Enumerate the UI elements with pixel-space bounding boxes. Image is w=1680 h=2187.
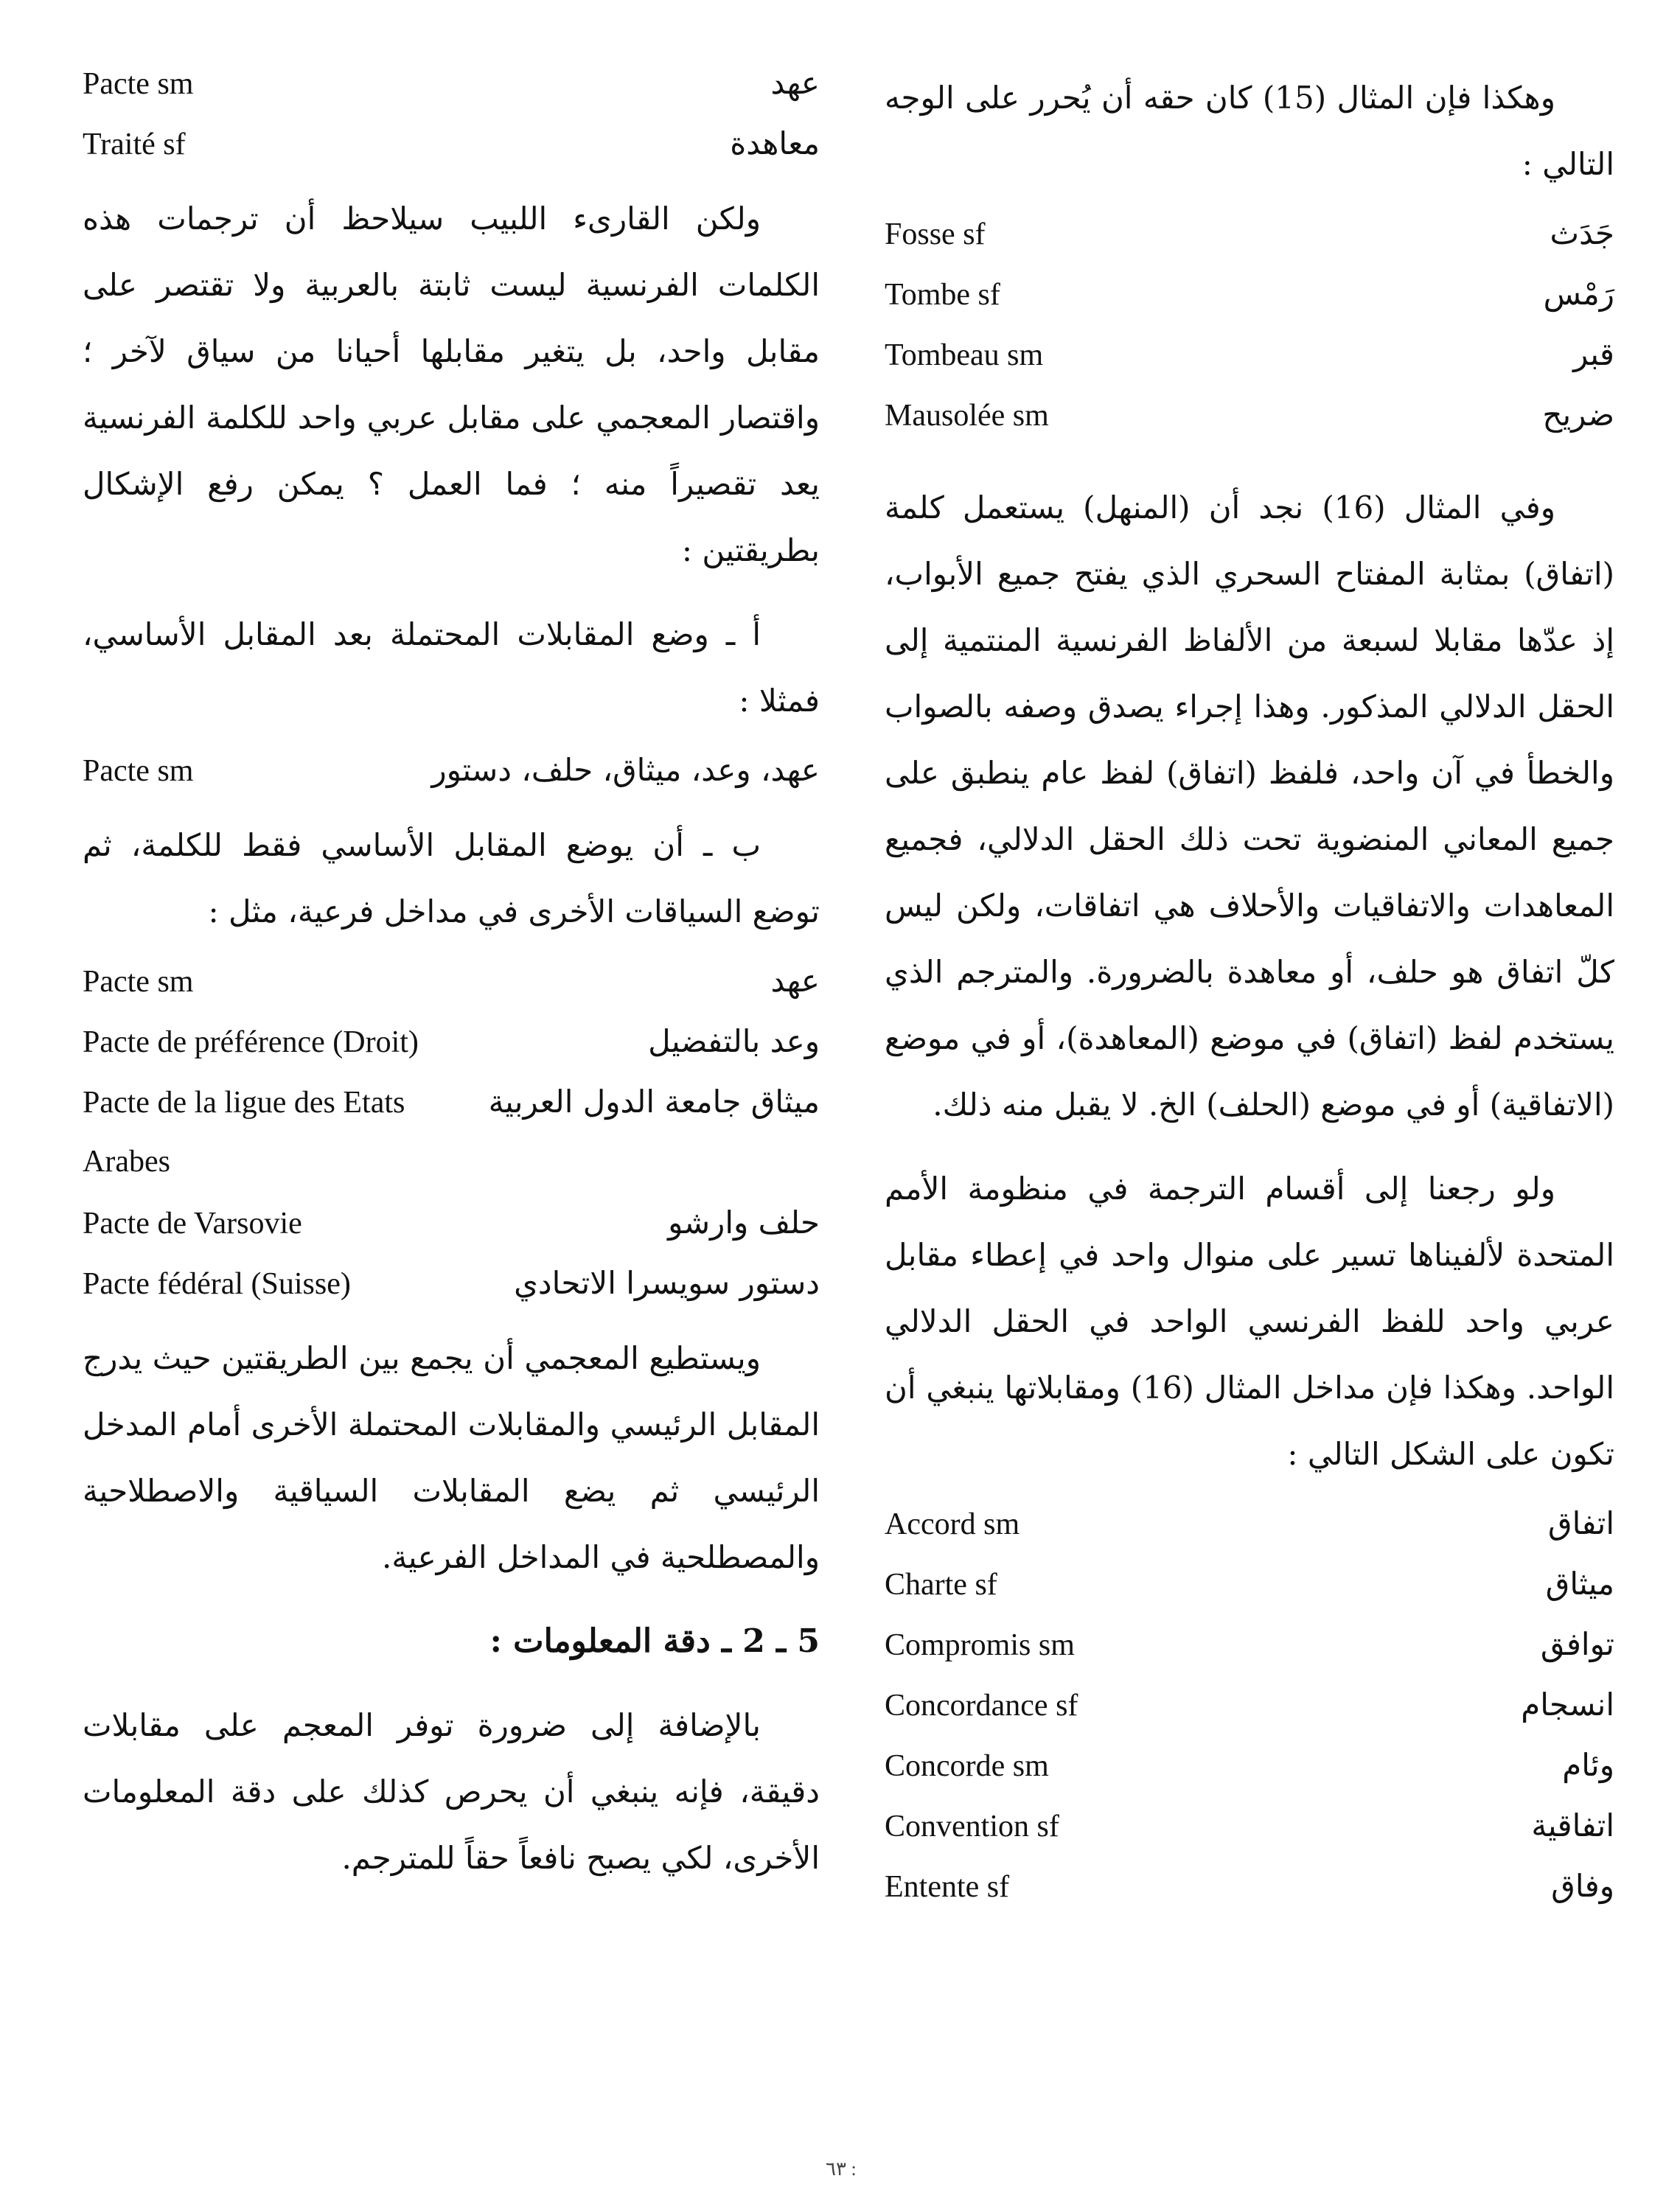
- arabic-term: اتفاق: [1548, 1505, 1614, 1541]
- arabic-term: ضريح: [1542, 397, 1614, 433]
- french-term: Pacte de préférence (Droit): [83, 1025, 419, 1059]
- french-term: Compromis sm: [885, 1628, 1075, 1662]
- term-row: [885, 1566, 1614, 1626]
- page-number: ٦٣ :: [826, 2158, 857, 2180]
- term-row: [83, 1023, 820, 1084]
- french-term: Entente sf: [885, 1870, 1010, 1904]
- french-term: Accord sm: [885, 1507, 1020, 1541]
- arabic-term: وفاق: [1551, 1868, 1614, 1904]
- paragraph: وهكذا فإن المثال (15) كان حقه أن يُحرر على الوجه التالي :: [885, 80, 1614, 182]
- french-term: Concorde sm: [885, 1749, 1049, 1783]
- left-column: [83, 65, 820, 1891]
- term-row: [885, 276, 1614, 336]
- paragraph: بالإضافة إلى ضرورة توفر المعجم على مقابلات دقيقة، فإنه ينبغي أن يحرص كذلك على دقة المعلومات الأخرى، لكي يصبح نافعاً حقاً للمترجم.: [83, 1707, 820, 1876]
- term-list: [83, 65, 820, 186]
- french-term: Pacte de Varsovie: [83, 1207, 302, 1241]
- arabic-term: حلف وارشو: [668, 1204, 820, 1241]
- french-term: Pacte sm: [83, 67, 194, 101]
- arabic-term: عهد: [770, 963, 820, 999]
- paragraph: أ ـ وضع المقابلات المحتملة بعد المقابل الأساسي، فمثلا :: [83, 616, 820, 719]
- term-row: [83, 65, 820, 125]
- french-term: Tombe sf: [885, 278, 1000, 312]
- french-term: Convention sf: [885, 1810, 1059, 1844]
- arabic-term: رَمْس: [1543, 276, 1614, 312]
- arabic-term: ميثاق جامعة الدول العربية: [488, 1084, 820, 1120]
- paragraph: ويستطيع المعجمي أن يجمع بين الطريقتين حيث يدرج المقابل الرئيسي والمقابلات المحتملة الأخرى أمام المدخل الرئيسي ثم يضع المقابلات السياقية والاصطلاحية والمصطلحية في المداخل الفرعية.: [83, 1340, 820, 1575]
- paragraph: ب ـ أن يوضع المقابل الأساسي فقط للكلمة، ثم توضع السياقات الأخرى في مداخل فرعية، مثل :: [83, 827, 820, 929]
- arabic-term: عهد، وعد، ميثاق، حلف، دستور: [431, 752, 820, 788]
- term-row: [885, 397, 1614, 457]
- arabic-term: قبر: [1573, 336, 1614, 372]
- term-list: [885, 215, 1614, 457]
- french-term: Pacte fédéral (Suisse): [83, 1267, 351, 1301]
- arabic-term: اتفاقية: [1531, 1807, 1614, 1844]
- arabic-term: عهد: [770, 65, 820, 101]
- term-row: [83, 752, 820, 812]
- term-row: [885, 1626, 1614, 1687]
- term-row: [83, 125, 820, 186]
- arabic-term: توافق: [1540, 1626, 1614, 1662]
- term-row: [885, 1747, 1614, 1807]
- arabic-term: معاهدة: [730, 125, 820, 161]
- section-heading: 5 ـ 2 ـ دقة المعلومات :: [489, 1622, 820, 1660]
- term-row: [83, 963, 820, 1023]
- term-list: [83, 963, 820, 1325]
- french-term: Arabes: [83, 1145, 170, 1179]
- paragraph: ولكن القارىء اللبيب سيلاحظ أن ترجمات هذه الكلمات الفرنسية ليست ثابتة بالعربية ولا تقتصر على مقابل واحد، بل يتغير مقابلها أحيانا من سياق لآخر ؛ واقتصار المعجمي على مقابل عربي واحد للكلمة الفرنسية يعد تقصيراً منه ؛ فما العمل ؟ يمكن رفع الإشكال بطريقتين :: [83, 200, 820, 568]
- term-row: [885, 215, 1614, 276]
- arabic-term: وعد بالتفضيل: [648, 1023, 820, 1059]
- term-row: [885, 336, 1614, 397]
- arabic-term: جَدَث: [1550, 215, 1614, 251]
- term-row: [885, 1687, 1614, 1747]
- french-term: Charte sf: [885, 1568, 997, 1602]
- arabic-term: دستور سويسرا الاتحادي: [514, 1265, 820, 1301]
- arabic-term: ميثاق: [1545, 1566, 1614, 1602]
- term-row: [885, 1807, 1614, 1868]
- french-term: Traité sf: [83, 128, 186, 161]
- french-term: Pacte de la ligue des Etats: [83, 1086, 405, 1120]
- french-term: Mausolée sm: [885, 399, 1049, 433]
- term-row: [885, 1868, 1614, 1928]
- paragraph: ولو رجعنا إلى أقسام الترجمة في منظومة الأمم المتحدة لألفيناها تسير على منوال واحد في إعطاء مقابل عربي واحد للفظ الفرنسي الواحد في الحقل الدلالي الواحد. وهكذا فإن مداخل المثال (16) ومقابلاتها ينبغي أن تكون على الشكل التالي :: [885, 1171, 1614, 1472]
- french-term: Pacte sm: [83, 754, 194, 788]
- arabic-term: وئام: [1562, 1747, 1614, 1783]
- term-row: [83, 1084, 820, 1144]
- paragraph: وفي المثال (16) نجد أن (المنهل) يستعمل كلمة (اتفاق) بمثابة المفتاح السحري الذي يفتح جميع الأبواب، إذ عدّها مقابلا لسبعة من الألفاظ الفرنسية المنتمية إلى الحقل الدلالي المذكور. وهذا إجراء يصدق وصفه بالصواب والخطأ في آن واحد، فلفظ (اتفاق) لفظ عام ينطبق على جميع المعاني المنضوية تحت ذلك الحقل الدلالي، فجميع المعاهدات والاتفاقيات والأحلاف هي اتفاقات، ولكن ليس كلّ اتفاق هو حلف، أو معاهدة بالضرورة. والمترجم الذي يستخدم لفظ (اتفاق) في موضع (المعاهدة)، أو في موضع (الاتفاقية) أو في موضع (الحلف) الخ. لا يقبل منه ذلك.: [885, 489, 1614, 1123]
- term-row: [83, 1204, 820, 1265]
- arabic-term: انسجام: [1521, 1687, 1614, 1723]
- french-term: Fosse sf: [885, 217, 986, 251]
- term-row: [885, 1505, 1614, 1566]
- right-column: [885, 65, 1614, 1928]
- french-term: Concordance sf: [885, 1689, 1078, 1723]
- term-list: [885, 1505, 1614, 1928]
- french-term: Pacte sm: [83, 965, 194, 999]
- term-row: [83, 1144, 820, 1204]
- french-term: Tombeau sm: [885, 338, 1044, 372]
- term-row: [83, 1265, 820, 1325]
